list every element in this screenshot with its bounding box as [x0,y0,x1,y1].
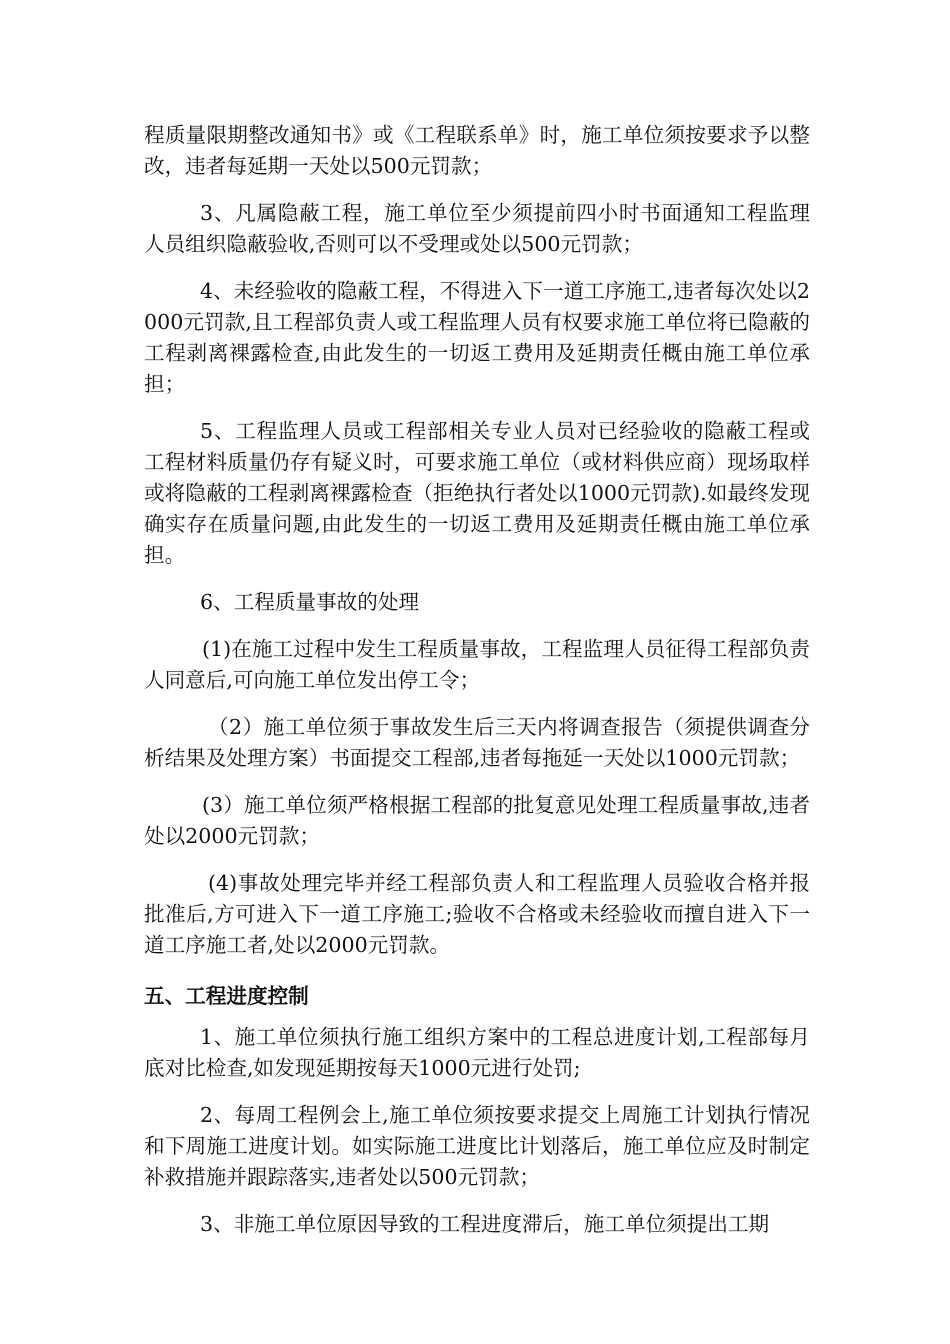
section-heading: 五、工程进度控制 [144,984,309,1008]
paragraph-item-6-2: （2）施工单位须于事故发生后三天内将调查报告（须提供调查分析结果及处理方案）书面提交工程部,违者每拖延一天处以1000元罚款； [144,715,810,770]
paragraph-item-5: 5、工程监理人员或工程部相关专业人员对已经验收的隐蔽工程或工程材料质量仍存有疑义时，可要求施工单位（或材料供应商）现场取样或将隐蔽的工程剥离裸露检查（拒绝执行者处以1000元罚款).如最终发现确实存在质量问题,由此发生的一切返工费用及延期责任概由施工单位承担。 [144,419,810,567]
paragraph-item-3: 3、凡属隐蔽工程，施工单位至少须提前四小时书面通知工程监理人员组织隐蔽验收,否则可以不受理或处以500元罚款； [144,201,810,256]
paragraph-section-item-2: 2、每周工程例会上,施工单位须按要求提交上周施工计划执行情况和下周施工进度计划。如实际施工进度比计划落后，施工单位应及时制定补救措施并跟踪落实,违者处以500元罚款； [144,1103,810,1189]
paragraph-item-6: 6、工程质量事故的处理 [200,590,420,614]
document-body [144,120,810,1240]
paragraph-continuation: 程质量限期整改通知书》或《工程联系单》时，施工单位须按要求予以整改，违者每延期一天处以500元罚款； [144,123,810,178]
paragraph-section-item-1: 1、施工单位须执行施工组织方案中的工程总进度计划,工程部每月底对比检查,如发现延期按每天1000元进行处罚; [144,1025,810,1080]
paragraph-item-6-1: (1)在施工过程中发生工程质量事故，工程监理人员征得工程部负责人同意后,可向施工单位发出停工令； [144,637,810,692]
paragraph-item-6-4: (4)事故处理完毕并经工程部负责人和工程监理人员验收合格并报批准后,方可进入下一道工序施工;验收不合格或未经验收而擅自进入下一道工序施工者,处以2000元罚款。 [144,871,810,957]
paragraph-item-4: 4、未经验收的隐蔽工程，不得进入下一道工序施工,违者每次处以2000元罚款,且工程部负责人或工程监理人员有权要求施工单位将已隐蔽的工程剥离裸露检查,由此发生的一切返工费用及延期责任概由施工单位承担； [144,279,810,396]
paragraph-section-item-3: 3、非施工单位原因导致的工程进度滞后，施工单位须提出工期 [200,1212,770,1236]
paragraph-item-6-3: (3）施工单位须严格根据工程部的批复意见处理工程质量事故,违者处以2000元罚款； [144,793,810,848]
